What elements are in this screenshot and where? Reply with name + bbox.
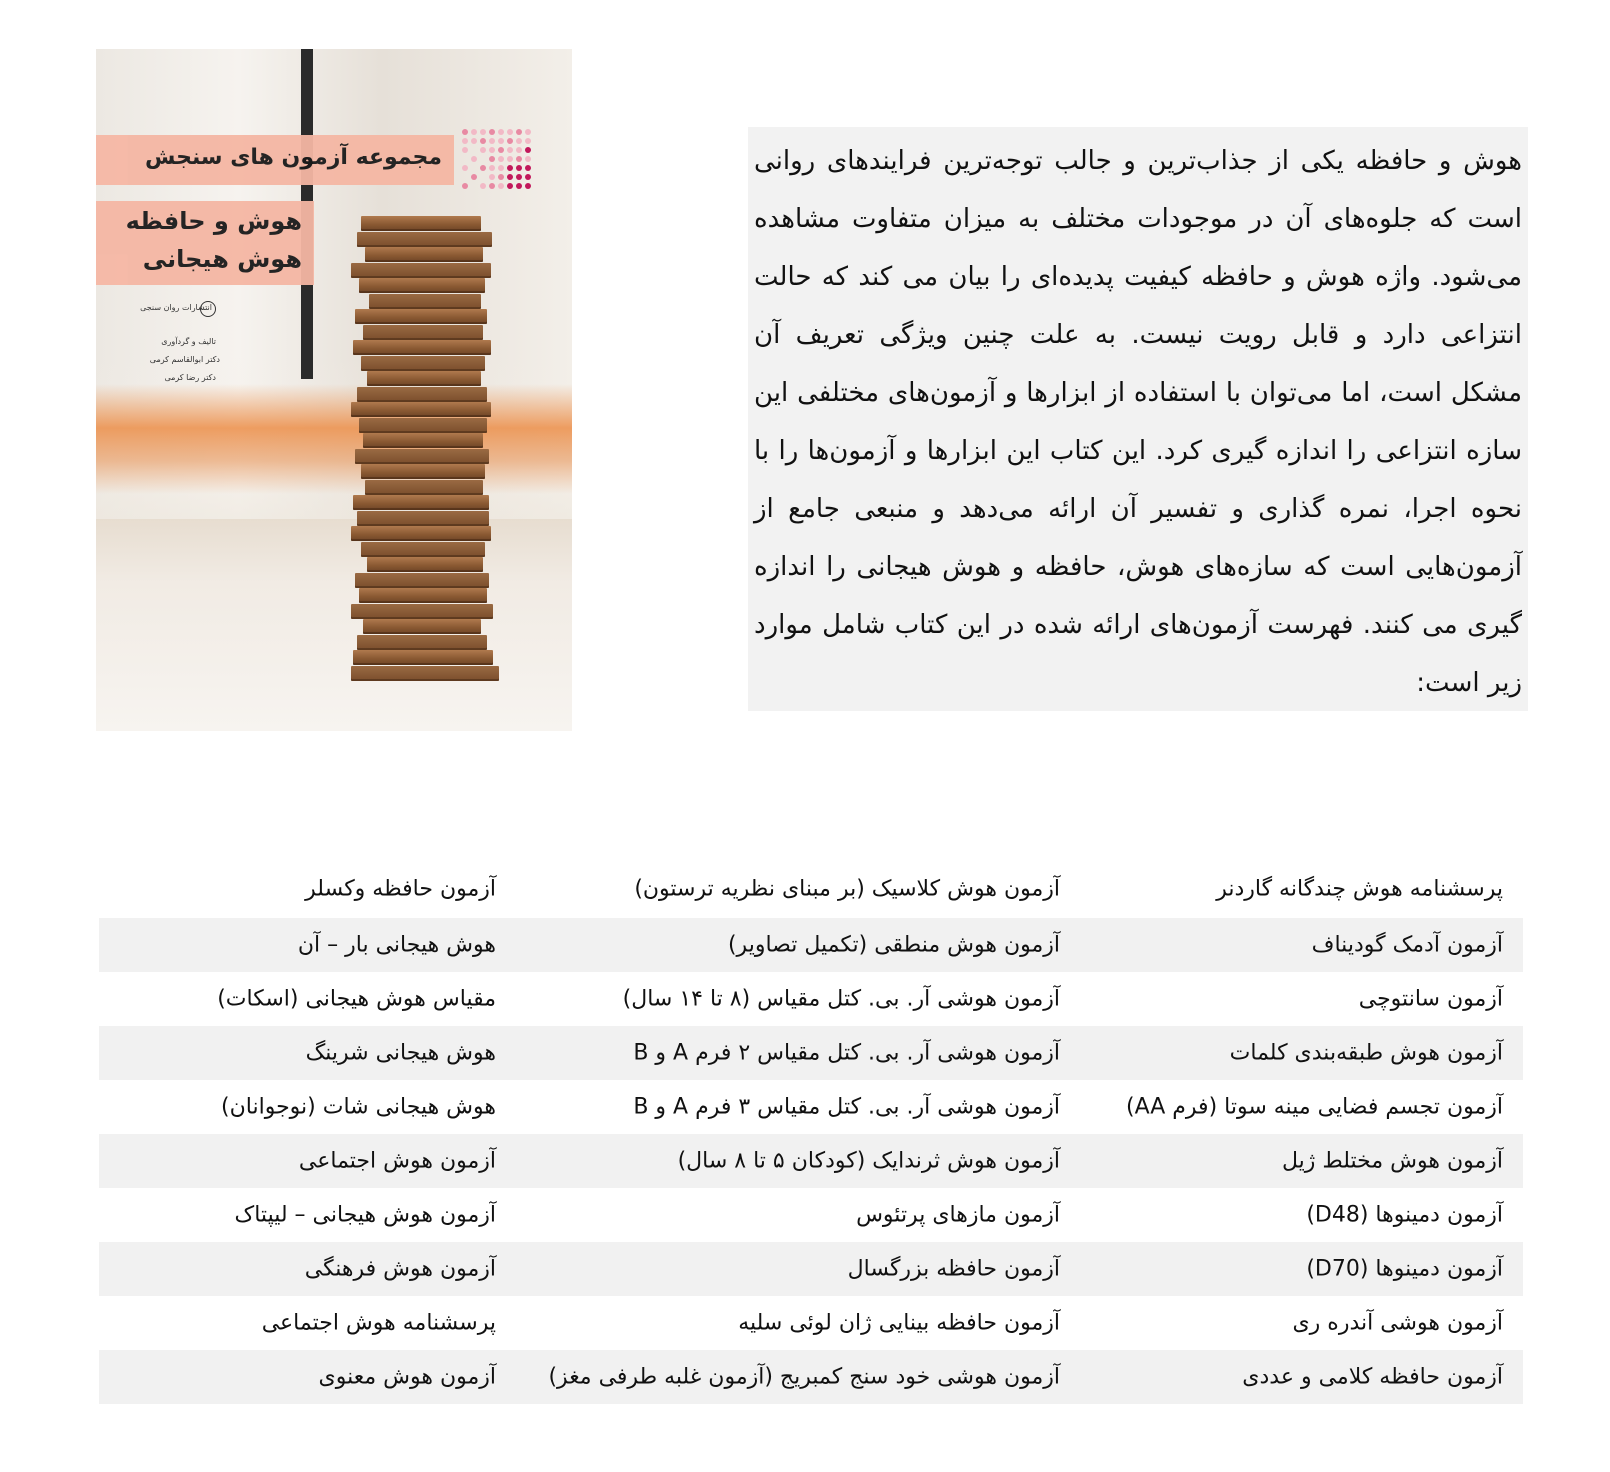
logo-dot (489, 165, 495, 171)
test-name-cell: آزمون هوش منطقی (تکمیل تصاویر) (727, 932, 1060, 958)
logo-dot (480, 147, 486, 153)
logo-dot (489, 156, 495, 162)
test-name-cell: آزمون حافظه وکسلر (305, 876, 496, 902)
test-name-cell: آزمون حافظه بینایی ژان لوئی سلیه (738, 1310, 1060, 1336)
logo-dot (516, 138, 522, 144)
logo-dot (471, 138, 477, 144)
logo-dot (498, 147, 504, 153)
table-row (99, 1026, 1523, 1080)
logo-dot (471, 174, 477, 180)
title-line-2: هوش هیجانی (142, 245, 302, 273)
title-line-1: هوش و حافظه (125, 207, 302, 235)
jenga-block (359, 418, 487, 433)
test-name-cell: آزمون هوشی آر. بی. کتل مقیاس ۲ فرم A و B (633, 1040, 1060, 1066)
table-row (99, 972, 1523, 1026)
test-name-cell: آزمون هوش کلاسیک (بر مبنای نظریه ترستون) (634, 876, 1060, 902)
logo-dot (525, 129, 531, 135)
jenga-block (359, 278, 485, 293)
logo-dot (462, 129, 468, 135)
test-name-cell: آزمون دمینوها (D48) (1306, 1202, 1503, 1228)
logo-dot (498, 165, 504, 171)
table-row (99, 860, 1523, 918)
jenga-block (361, 464, 485, 479)
logo-dot (480, 165, 486, 171)
logo-dot (462, 165, 468, 171)
test-name-cell: آزمون دمینوها (D70) (1306, 1256, 1503, 1282)
jenga-block (363, 619, 481, 634)
jenga-block (361, 216, 481, 231)
test-name-cell: پرسشنامه هوش چندگانه گاردنر (1216, 876, 1503, 902)
book-cover (96, 49, 572, 731)
test-name-cell: آزمون حافظه بزرگسال (847, 1256, 1060, 1282)
logo-dot (471, 129, 477, 135)
test-name-cell: آزمون هوشی خود سنج کمبریج (آزمون غلبه طرفی مغز) (548, 1364, 1060, 1390)
logo-dot (507, 174, 513, 180)
logo-dot (525, 156, 531, 162)
logo-dot (489, 129, 495, 135)
logo-dot (498, 174, 504, 180)
jenga-block (351, 402, 491, 417)
test-name-cell: آزمون هوشی آر. بی. کتل مقیاس ۳ فرم A و B (633, 1094, 1060, 1120)
jenga-block (353, 340, 491, 355)
test-name-cell: آزمون هوش اجتماعی (298, 1148, 496, 1174)
author-line: دکتر رضا کرمی (164, 373, 216, 382)
logo-dot (480, 129, 486, 135)
test-name-cell: آزمون هوش ثرندایک (کودکان ۵ تا ۸ سال) (677, 1148, 1060, 1174)
logo-dot (507, 156, 513, 162)
jenga-block (353, 495, 489, 510)
test-name-cell: آزمون هوش معنوی (318, 1364, 496, 1390)
logo-dot (489, 147, 495, 153)
dot-pattern-logo (462, 129, 532, 191)
jenga-block (363, 325, 483, 340)
jenga-block (357, 387, 487, 402)
logo-dot (525, 183, 531, 189)
jenga-block (357, 635, 487, 650)
description-text: هوش و حافظه یکی از جذاب‌ترین و جالب توجه‌ترین فرایندهای روانی است که جلوه‌های آن در موجودات مختلف به میزان متفاوت مشاهده می‌شود. واژه هوش و حافظه کیفیت پدیده‌ای را بیان می کند که حالت انتزاعی دارد و قابل رویت نیست. به علت چنین ویژگی تعریف آن مشکل است، اما می‌توان با استفاده از ابزارها و آزمون‌های مختلفی این سازه انتزاعی را اندازه گیری کرد. این کتاب این ابزارها و آزمون‌ها را با نحوه اجرا، نمره گذاری و تفسیر آن ارائه می‌دهد و منبعی جامع از آزمون‌هایی است که سازه‌های هوش، حافظه و هوش هیجانی را اندازه گیری می کنند. فهرست آزمون‌های ارائه شده در این کتاب شامل موارد زیر است: (754, 146, 1522, 698)
logo-dot (516, 183, 522, 189)
test-name-cell: آزمون هوشی آر. بی. کتل مقیاس (۸ تا ۱۴ سال) (622, 986, 1060, 1012)
test-name-cell: آزمون هوش مختلط ژیل (1281, 1148, 1503, 1174)
logo-dot (498, 138, 504, 144)
jenga-block (363, 433, 483, 448)
test-name-cell: هوش هیجانی بار – آن (297, 932, 496, 958)
publisher-name: انتشارات روان سنجی (140, 303, 212, 312)
jenga-block (355, 309, 487, 324)
test-name-cell: آزمون هوش هیجانی – لیپتاک (234, 1202, 496, 1228)
table-row (99, 1134, 1523, 1188)
logo-dot (462, 183, 468, 189)
test-name-cell: پرسشنامه هوش اجتماعی (261, 1310, 496, 1336)
jenga-block (353, 650, 493, 665)
test-name-cell: مقیاس هوش هیجانی (اسکات) (217, 986, 496, 1012)
table-row (99, 1242, 1523, 1296)
author-line: تالیف و گردآوری (161, 337, 216, 346)
logo-dot (489, 138, 495, 144)
test-name-cell: آزمون هوش طبقه‌بندی کلمات (1229, 1040, 1503, 1066)
test-name-cell: آزمون تجسم فضایی مینه سوتا (فرم AA) (1125, 1094, 1503, 1120)
logo-dot (480, 183, 486, 189)
jenga-tower-image (351, 216, 501, 686)
title-band (96, 201, 314, 285)
description-box (748, 127, 1528, 711)
test-name-cell: آزمون آدمک گودیناف (1311, 932, 1503, 958)
logo-dot (516, 165, 522, 171)
jenga-block (355, 573, 489, 588)
jenga-block (351, 526, 491, 541)
series-band (96, 135, 454, 185)
logo-dot (489, 183, 495, 189)
logo-dot (498, 183, 504, 189)
logo-dot (507, 138, 513, 144)
test-name-cell: آزمون مازهای پرتئوس (856, 1202, 1060, 1228)
jenga-block (359, 588, 487, 603)
table-row (99, 1350, 1523, 1404)
author-line: دکتر ابوالقاسم کرمی (149, 355, 220, 364)
table-row (99, 1296, 1523, 1350)
test-name-cell: آزمون سانتوچی (1358, 986, 1503, 1012)
jenga-block (367, 371, 481, 386)
test-name-cell: آزمون حافظه کلامی و عددی (1242, 1364, 1503, 1390)
jenga-block (351, 604, 493, 619)
logo-dot (525, 165, 531, 171)
logo-dot (507, 183, 513, 189)
jenga-block (357, 232, 492, 247)
logo-dot (516, 129, 522, 135)
test-name-cell: آزمون هوشی آندره ری (1292, 1310, 1503, 1336)
jenga-block (365, 480, 483, 495)
series-title: مجموعه آزمون های سنجش (144, 145, 442, 170)
logo-dot (525, 138, 531, 144)
table-row (99, 1080, 1523, 1134)
jenga-block (351, 263, 491, 278)
jenga-block (367, 557, 483, 572)
logo-dot (498, 129, 504, 135)
table-row (99, 1188, 1523, 1242)
test-name-cell: آزمون هوش فرهنگی (304, 1256, 496, 1282)
test-name-cell: هوش هیجانی شات (نوجوانان) (221, 1094, 496, 1120)
jenga-block (351, 666, 499, 681)
tests-table (99, 860, 1523, 1404)
logo-dot (489, 174, 495, 180)
jenga-block (361, 542, 485, 557)
logo-dot (462, 147, 468, 153)
logo-dot (462, 138, 468, 144)
logo-dot (498, 156, 504, 162)
logo-dot (507, 129, 513, 135)
logo-dot (507, 165, 513, 171)
logo-dot (525, 174, 531, 180)
logo-dot (480, 138, 486, 144)
jenga-block (357, 511, 489, 526)
jenga-block (355, 449, 489, 464)
test-name-cell: هوش هیجانی شرینگ (305, 1040, 496, 1066)
jenga-block (365, 247, 483, 262)
jenga-block (361, 356, 485, 371)
logo-dot (525, 147, 531, 153)
logo-dot (507, 147, 513, 153)
jenga-block (369, 294, 481, 309)
table-row (99, 918, 1523, 972)
logo-dot (471, 156, 477, 162)
logo-dot (516, 147, 522, 153)
logo-dot (516, 174, 522, 180)
logo-dot (516, 156, 522, 162)
